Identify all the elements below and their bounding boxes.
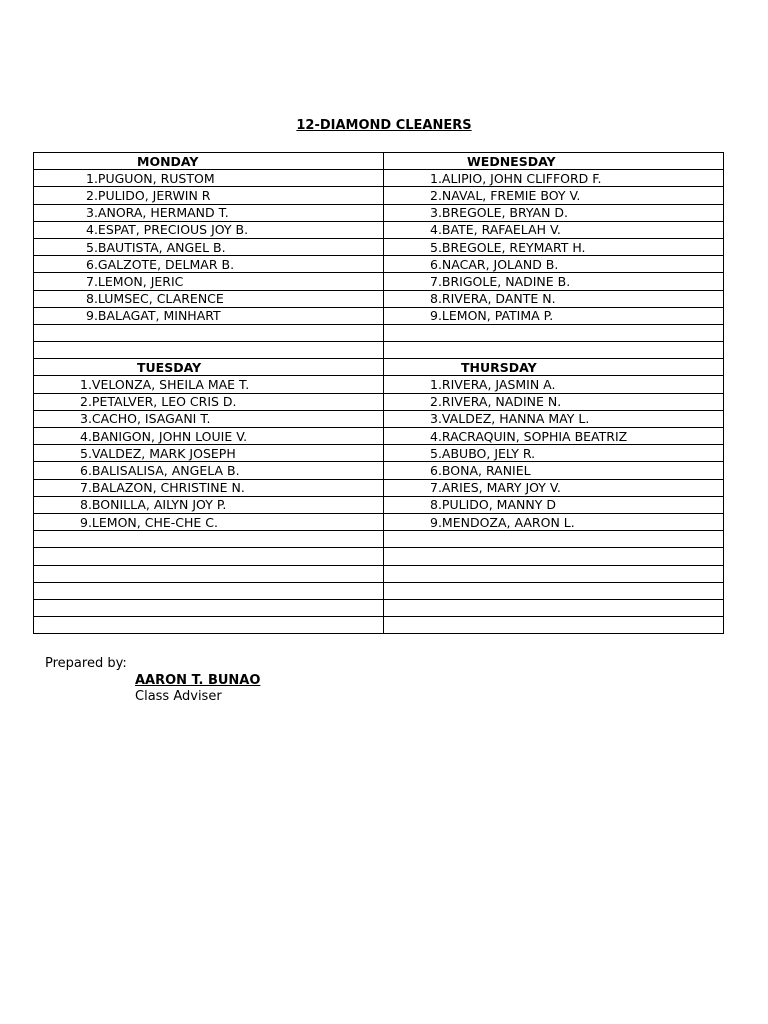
table-row [34,410,724,427]
name-cell: 3.ANORA, HERMAND T. [34,204,384,221]
empty-cell [384,565,724,582]
table-row [34,256,724,273]
name-cell: 7.BRIGOLE, NADINE B. [384,273,724,290]
table-row [34,170,724,187]
name-cell: 6.GALZOTE, DELMAR B. [34,256,384,273]
empty-cell [384,617,724,634]
empty-cell [34,548,384,565]
day-header-thursday: THURSDAY [384,359,724,376]
adviser-name: AARON T. BUNAO [135,673,261,688]
table-row [34,273,724,290]
name-cell: 4.ESPAT, PRECIOUS JOY B. [34,221,384,238]
name-cell: 7.BALAZON, CHRISTINE N. [34,479,384,496]
table-row [34,204,724,221]
table-row [34,238,724,255]
name-cell: 3.VALDEZ, HANNA MAY L. [384,410,724,427]
table-row [34,393,724,410]
name-cell: 1.VELONZA, SHEILA MAE T. [34,376,384,393]
table-row [34,428,724,445]
name-cell: 2.RIVERA, NADINE N. [384,393,724,410]
page-title: 12-DIAMOND CLEANERS [296,118,472,133]
empty-cell [34,599,384,616]
empty-row [34,324,724,341]
empty-cell [384,531,724,548]
name-cell: 4.RACRAQUIN, SOPHIA BEATRIZ [384,428,724,445]
table-row [34,376,724,393]
empty-cell [34,324,384,341]
name-cell: 1.ALIPIO, JOHN CLIFFORD F. [384,170,724,187]
name-cell: 8.RIVERA, DANTE N. [384,290,724,307]
name-cell: 6.NACAR, JOLAND B. [384,256,724,273]
name-cell: 4.BANIGON, JOHN LOUIE V. [34,428,384,445]
table-row [34,513,724,530]
name-cell: 2.PULIDO, JERWIN R [34,187,384,204]
day-header-tuesday: TUESDAY [34,359,384,376]
empty-cell [384,582,724,599]
name-cell: 5.ABUBO, JELY R. [384,445,724,462]
empty-cell [384,324,724,341]
prepared-by-label: Prepared by: [45,656,127,671]
table-row [34,359,724,376]
empty-row [34,582,724,599]
table-row [34,153,724,170]
name-cell: 6.BONA, RANIEL [384,462,724,479]
name-cell: 9.LEMON, CHE-CHE C. [34,513,384,530]
name-cell: 9.LEMON, PATIMA P. [384,307,724,324]
table-row [34,307,724,324]
name-cell: 1.RIVERA, JASMIN A. [384,376,724,393]
cleaners-table [33,152,724,634]
empty-row [34,531,724,548]
name-cell: 6.BALISALISA, ANGELA B. [34,462,384,479]
table-row [34,290,724,307]
name-cell: 9.BALAGAT, MINHART [34,307,384,324]
name-cell: 3.CACHO, ISAGANI T. [34,410,384,427]
empty-row [34,565,724,582]
name-cell: 9.MENDOZA, AARON L. [384,513,724,530]
name-cell: 8.LUMSEC, CLARENCE [34,290,384,307]
table-row [34,496,724,513]
name-cell: 5.VALDEZ, MARK JOSEPH [34,445,384,462]
table-row [34,221,724,238]
name-cell: 4.BATE, RAFAELAH V. [384,221,724,238]
name-cell: 2.NAVAL, FREMIE BOY V. [384,187,724,204]
name-cell: 7.ARIES, MARY JOY V. [384,479,724,496]
day-header-monday: MONDAY [34,153,384,170]
empty-cell [34,617,384,634]
empty-cell [34,342,384,359]
table-row [34,479,724,496]
table-row [34,462,724,479]
empty-cell [384,548,724,565]
empty-row [34,548,724,565]
empty-cell [34,582,384,599]
name-cell: 3.BREGOLE, BRYAN D. [384,204,724,221]
empty-cell [384,599,724,616]
adviser-role: Class Adviser [135,689,222,704]
empty-cell [34,531,384,548]
day-header-wednesday: WEDNESDAY [384,153,724,170]
table-row [34,187,724,204]
name-cell: 8.BONILLA, AILYN JOY P. [34,496,384,513]
name-cell: 2.PETALVER, LEO CRIS D. [34,393,384,410]
name-cell: 5.BAUTISTA, ANGEL B. [34,238,384,255]
table-row [34,445,724,462]
empty-cell [384,342,724,359]
name-cell: 8.PULIDO, MANNY D [384,496,724,513]
name-cell: 1.PUGUON, RUSTOM [34,170,384,187]
name-cell: 5.BREGOLE, REYMART H. [384,238,724,255]
empty-row [34,617,724,634]
empty-row [34,599,724,616]
name-cell: 7.LEMON, JERIC [34,273,384,290]
empty-cell [34,565,384,582]
empty-row [34,342,724,359]
